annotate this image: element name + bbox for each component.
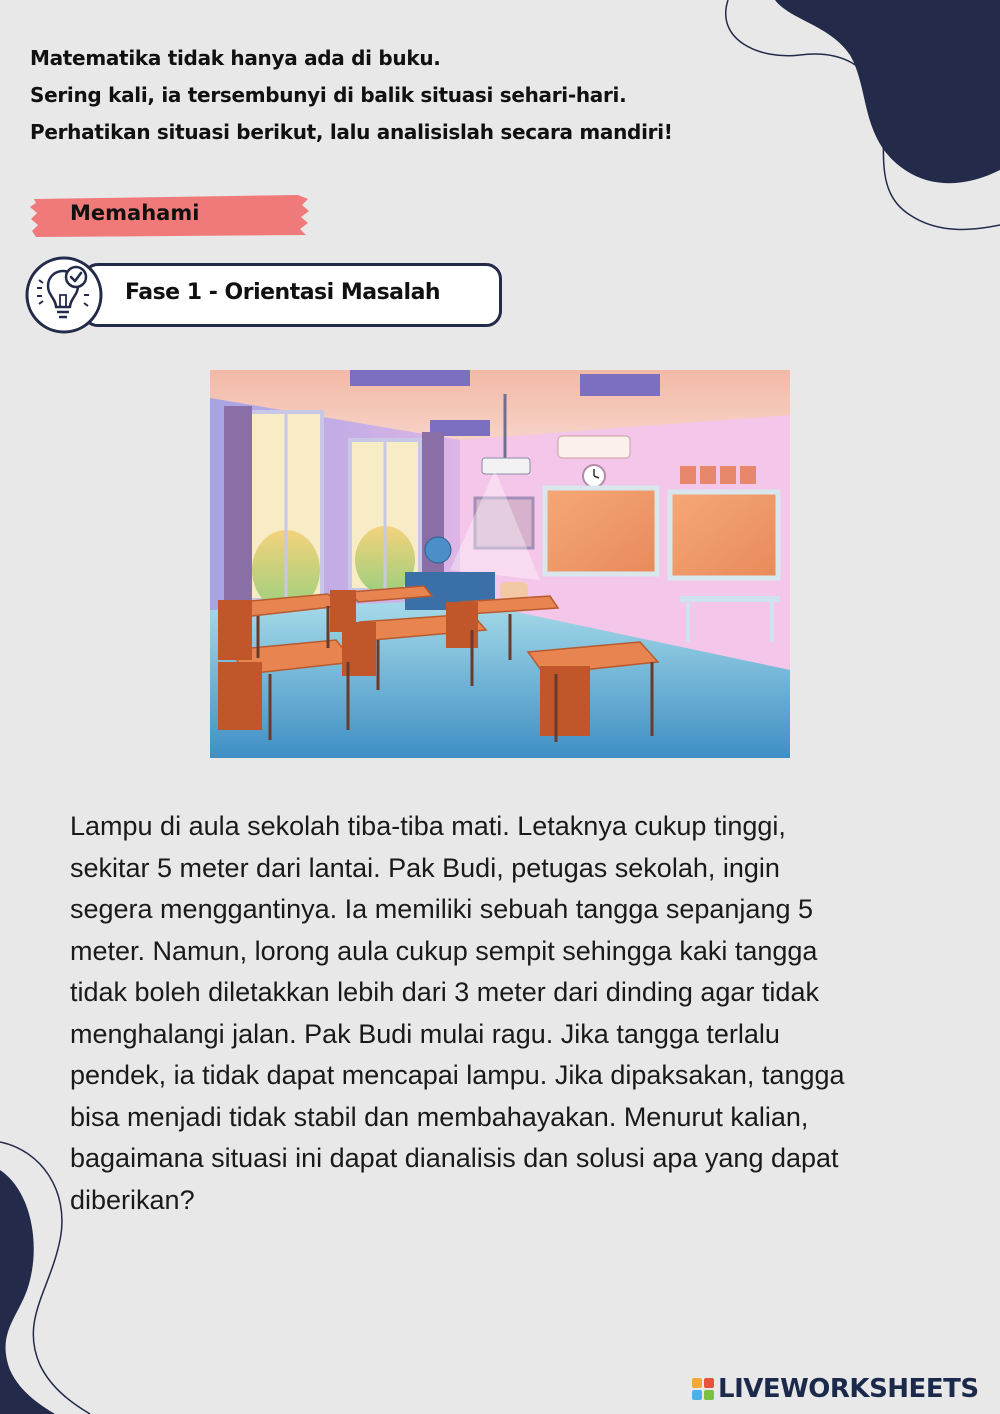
intro-line: Matematika tidak hanya ada di buku. <box>30 46 441 70</box>
intro-text <box>30 40 790 151</box>
phase-title: Fase 1 - Orientasi Masalah <box>125 280 441 305</box>
story-line: sekitar 5 meter dari lantai. Pak Budi, petugas sekolah, ingin <box>70 852 780 883</box>
liveworksheets-logo[interactable] <box>692 1372 979 1406</box>
intro-line: Sering kali, ia tersembunyi di balik situasi sehari-hari. <box>30 83 627 107</box>
section-label-memahami <box>30 193 310 239</box>
problem-story <box>70 806 950 1221</box>
section-label-text: Memahami <box>70 201 200 225</box>
story-line: pendek, ia tidak dapat mencapai lampu. Jika dipaksakan, tangga <box>70 1060 845 1090</box>
story-line: segera menggantinya. Ia memiliki sebuah tangga sepanjang 5 <box>70 894 813 924</box>
story-line: meter. Namun, lorong aula cukup sempit sehingga kaki tangga <box>70 935 818 966</box>
story-line: bisa menjadi tidak stabil dan membahayakan. Menurut kalian, <box>70 1101 809 1132</box>
story-line: menghalangi jalan. Pak Budi mulai ragu. Jika tangga terlalu <box>70 1018 780 1049</box>
story-line: tidak boleh diletakkan lebih dari 3 meter dari dinding agar tidak <box>70 977 819 1007</box>
story-line: Lampu di aula sekolah tiba-tiba mati. Letaknya cukup tinggi, <box>70 811 786 841</box>
liveworksheets-logo-icon <box>692 1378 714 1400</box>
brand-name: LIVEWORKSHEETS <box>718 1374 979 1404</box>
lightbulb-check-icon <box>24 255 104 335</box>
phase-header <box>82 263 502 327</box>
classroom-illustration <box>210 370 790 758</box>
story-line: bagaimana situasi ini dapat dianalisis dan solusi apa yang dapat <box>70 1143 839 1173</box>
intro-line: Perhatikan situasi berikut, lalu analisislah secara mandiri! <box>30 120 673 144</box>
story-line: diberikan? <box>70 1184 195 1215</box>
